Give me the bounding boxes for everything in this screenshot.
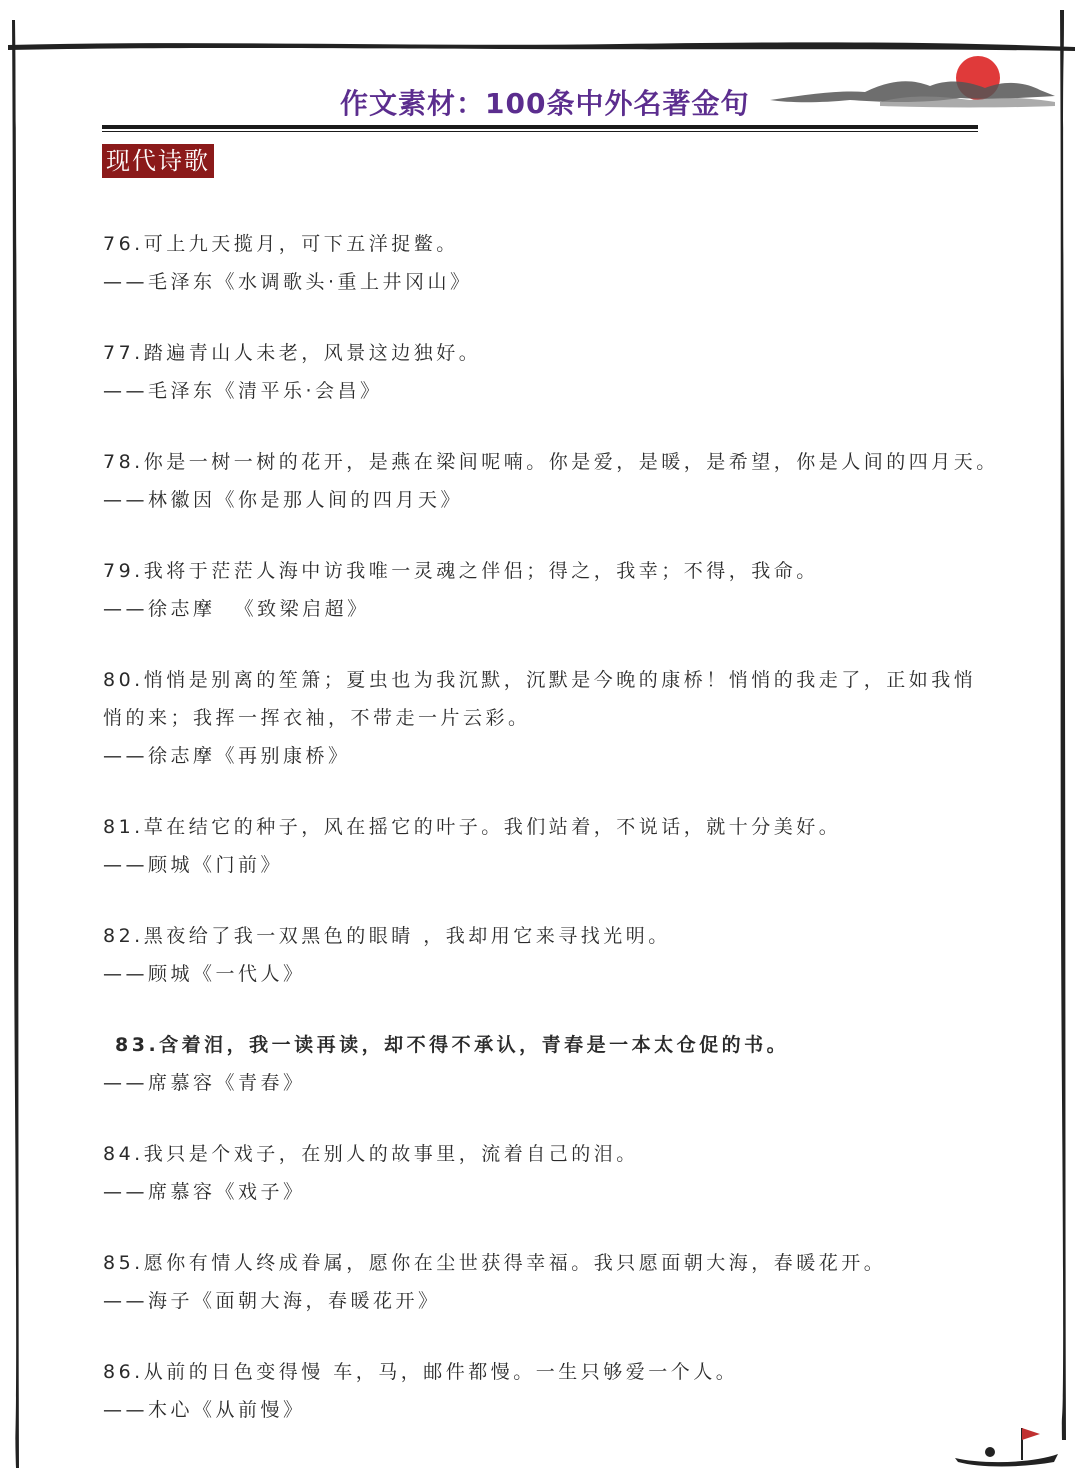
quote-source: ——顾城《一代人》 xyxy=(103,963,306,985)
header-divider-thin xyxy=(102,131,978,132)
quote-text: 81.草在结它的种子，风在摇它的叶子。我们站着，不说话，就十分美好。 xyxy=(103,816,842,838)
quote-entry-77 xyxy=(103,334,983,410)
quote-text: 83.含着泪，我一读再读，却不得不承认，青春是一本太仓促的书。 xyxy=(115,1034,790,1056)
quote-source: ——毛泽东《清平乐·会昌》 xyxy=(103,380,383,402)
quote-list xyxy=(103,225,999,1462)
ink-mountain-sun-illustration xyxy=(770,50,1060,130)
quote-text: 85.愿你有情人终成眷属，愿你在尘世获得幸福。我只愿面朝大海，春暖花开。 xyxy=(103,1252,887,1274)
quote-text-continued: 悄的来；我挥一挥衣袖，不带走一片云彩。 xyxy=(103,707,531,729)
quote-text: 78.你是一树一树的花开，是燕在梁间呢喃。你是爱，是暖，是希望，你是人间的四月天。 xyxy=(103,451,999,473)
quote-entry-86 xyxy=(103,1353,983,1429)
brush-border-left xyxy=(0,0,30,1468)
quote-entry-78 xyxy=(103,443,999,519)
quote-source: ——顾城《门前》 xyxy=(103,854,284,876)
quote-entry-83 xyxy=(103,1026,983,1102)
section-badge: 现代诗歌 xyxy=(102,144,214,178)
quote-text: 82.黑夜给了我一双黑色的眼睛 ，我却用它来寻找光明。 xyxy=(103,925,671,947)
quote-entry-84 xyxy=(103,1135,983,1211)
page-title: 作文素材：100条中外名著金句 xyxy=(340,87,750,120)
quote-text: 86.从前的日色变得慢 车，马，邮件都慢。一生只够爱一个人。 xyxy=(103,1361,739,1383)
quote-source: ——席慕容《戏子》 xyxy=(103,1181,306,1203)
quote-source: ——林徽因《你是那人间的四月天》 xyxy=(103,489,464,511)
quote-text: 79.我将于茫茫人海中访我唯一灵魂之伴侣；得之，我幸；不得，我命。 xyxy=(103,560,819,582)
quote-entry-82 xyxy=(103,917,983,993)
quote-source: ——毛泽东《水调歌头·重上井冈山》 xyxy=(103,271,473,293)
quote-entry-80 xyxy=(103,661,983,775)
header-divider-thick xyxy=(102,125,978,129)
quote-entry-85 xyxy=(103,1244,983,1320)
quote-text: 76.可上九天揽月，可下五洋捉鳖。 xyxy=(103,233,459,255)
quote-text: 80.悄悄是别离的笙箫；夏虫也为我沉默，沉默是今晚的康桥！悄悄的我走了，正如我悄 xyxy=(103,669,977,691)
quote-entry-79 xyxy=(103,552,983,628)
quote-source: ——徐志摩《再别康桥》 xyxy=(103,745,351,767)
quote-source: ——木心《从前慢》 xyxy=(103,1399,306,1421)
quote-source: ——席慕容《青春》 xyxy=(103,1072,306,1094)
quote-source: ——徐志摩 《致梁启超》 xyxy=(103,598,370,620)
quote-entry-76 xyxy=(103,225,983,301)
quote-text: 77.踏遍青山人未老，风景这边独好。 xyxy=(103,342,482,364)
brush-border-right xyxy=(1040,0,1080,1468)
quote-entry-81 xyxy=(103,808,983,884)
quote-source: ——海子《面朝大海，春暖花开》 xyxy=(103,1290,441,1312)
quote-text: 84.我只是个戏子，在别人的故事里，流着自己的泪。 xyxy=(103,1143,639,1165)
